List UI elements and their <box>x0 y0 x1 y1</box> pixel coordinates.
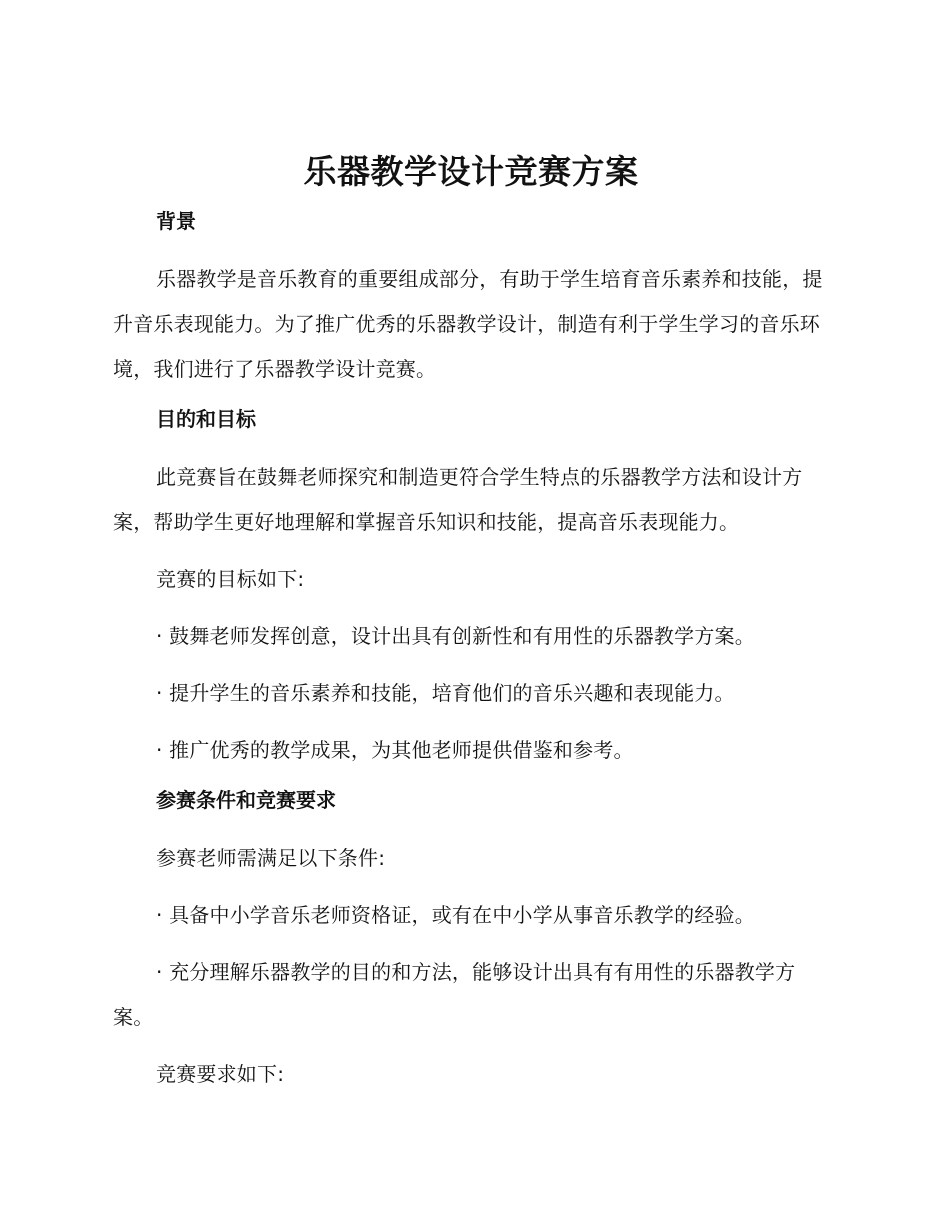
section-heading-goals: 目的和目标 <box>156 407 256 431</box>
condition-item: · 具备中小学音乐老师资格证，或有在中小学从事音乐教学的经验。 <box>156 903 755 927</box>
requirements-intro: 竞赛要求如下: <box>156 1062 285 1086</box>
section-heading-requirements: 参赛条件和竞赛要求 <box>156 788 336 812</box>
background-paragraph: 乐器教学是音乐教育的重要组成部分，有助于学生培育音乐素养和技能，提升音乐表现能力。为了推广优秀的乐器教学设计，制造有利于学生学习的音乐环境，我们进行了乐器教学设计竞赛。 <box>113 267 823 381</box>
goals-item: · 推广优秀的教学成果，为其他老师提供借鉴和参考。 <box>156 738 634 762</box>
conditions-intro: 参赛老师需满足以下条件: <box>156 846 386 870</box>
goals-item: · 鼓舞老师发挥创意，设计出具有创新性和有用性的乐器教学方案。 <box>156 624 755 648</box>
goals-item: · 提升学生的音乐素养和技能，培育他们的音乐兴趣和表现能力。 <box>156 681 735 705</box>
section-heading-background: 背景 <box>156 209 196 233</box>
goals-paragraph: 此竞赛旨在鼓舞老师探究和制造更符合学生特点的乐器教学方法和设计方案，帮助学生更好地理解和掌握音乐知识和技能，提高音乐表现能力。 <box>113 465 803 534</box>
condition-item: · 充分理解乐器教学的目的和方法，能够设计出具有有用性的乐器教学方案。 <box>113 960 796 1029</box>
document-title: 乐器教学设计竞赛方案 <box>303 152 639 191</box>
goals-intro: 竞赛的目标如下: <box>156 567 305 591</box>
